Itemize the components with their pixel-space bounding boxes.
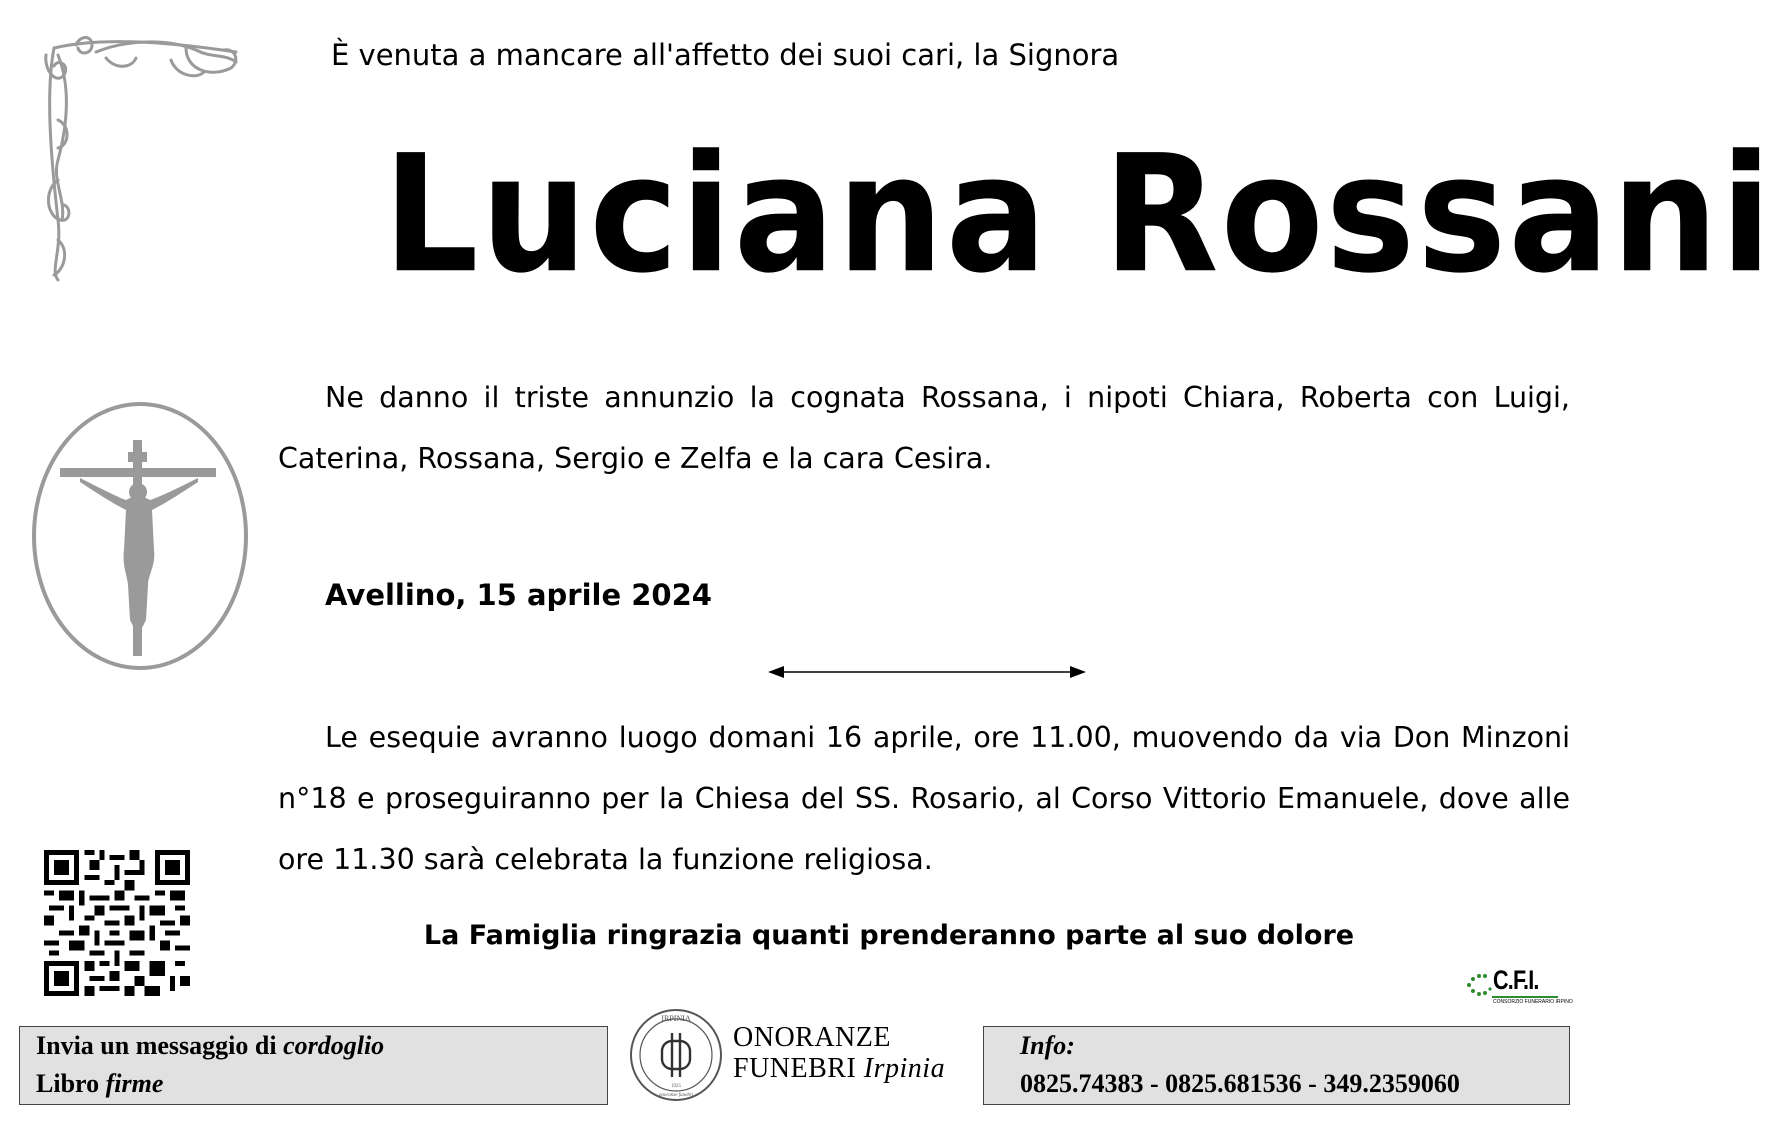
brand-line-2-italic: Irpinia <box>863 1053 946 1084</box>
thanks-line: La Famiglia ringrazia quanti prenderanno parte al suo dolore <box>423 920 1355 951</box>
brand-line-2 <box>733 1053 945 1084</box>
crucifix-icon <box>30 400 250 672</box>
info-phones[interactable]: 0825.74383 - 0825.681536 - 349.2359060 <box>1020 1069 1460 1098</box>
info-box <box>983 1026 1570 1105</box>
seal-year: 1925 <box>671 1084 681 1089</box>
cfi-logo-subtext: CONSORZIO FUNERARIO IRPINO <box>1493 999 1573 1005</box>
info-label-text: Info: <box>1020 1031 1075 1060</box>
guestbook-link-prefix: Libro <box>36 1069 106 1098</box>
seal-bottom-text: onoranze funebri <box>658 1093 694 1098</box>
qr-code-icon[interactable] <box>44 850 190 996</box>
announcement-paragraph: Ne danno il triste annunzio la cognata Rossana, i nipoti Chiara, Roberta con Luigi, Caterina, Rossana, Sergio e Zelfa e la cara Cesira. <box>278 381 1570 475</box>
condolence-box[interactable] <box>19 1026 608 1105</box>
corner-ornament-icon <box>36 30 246 285</box>
condolence-link-prefix: Invia un messaggio di <box>36 1031 284 1060</box>
guestbook-link-italic: firme <box>105 1069 164 1098</box>
info-label <box>1020 1027 1533 1065</box>
guestbook-link[interactable] <box>36 1065 591 1103</box>
place-date: Avellino, 15 aprile 2024 <box>325 578 712 612</box>
double-arrow-icon <box>768 664 1086 680</box>
condolence-link-italic: cordoglio <box>283 1031 385 1060</box>
brand-line-2-prefix: FUNEBRI <box>733 1053 864 1084</box>
seal-icon <box>628 1007 724 1103</box>
condolence-link[interactable] <box>36 1027 591 1065</box>
funeral-details-paragraph: Le esequie avranno luogo domani 16 aprile, ore 11.00, muovendo da via Don Minzoni n°18 e proseguiranno per la Chiesa del SS. Rosario, al Corso Vittorio Emanuele, dove alle ore 11.30 sarà celebrata la funzione religiosa. <box>278 721 1570 876</box>
brand-line-1: ONORANZE <box>733 1022 891 1053</box>
seal-top-text: IRPINIA <box>661 1014 691 1023</box>
cfi-logo-icon <box>1465 965 1573 1007</box>
funeral-home-name <box>733 1022 945 1084</box>
cfi-logo-text: C.F.I. <box>1493 965 1539 995</box>
intro-text: È venuta a mancare all'affetto dei suoi cari, la Signora <box>331 38 1120 72</box>
deceased-name: Luciana Rossani <box>383 121 1774 310</box>
